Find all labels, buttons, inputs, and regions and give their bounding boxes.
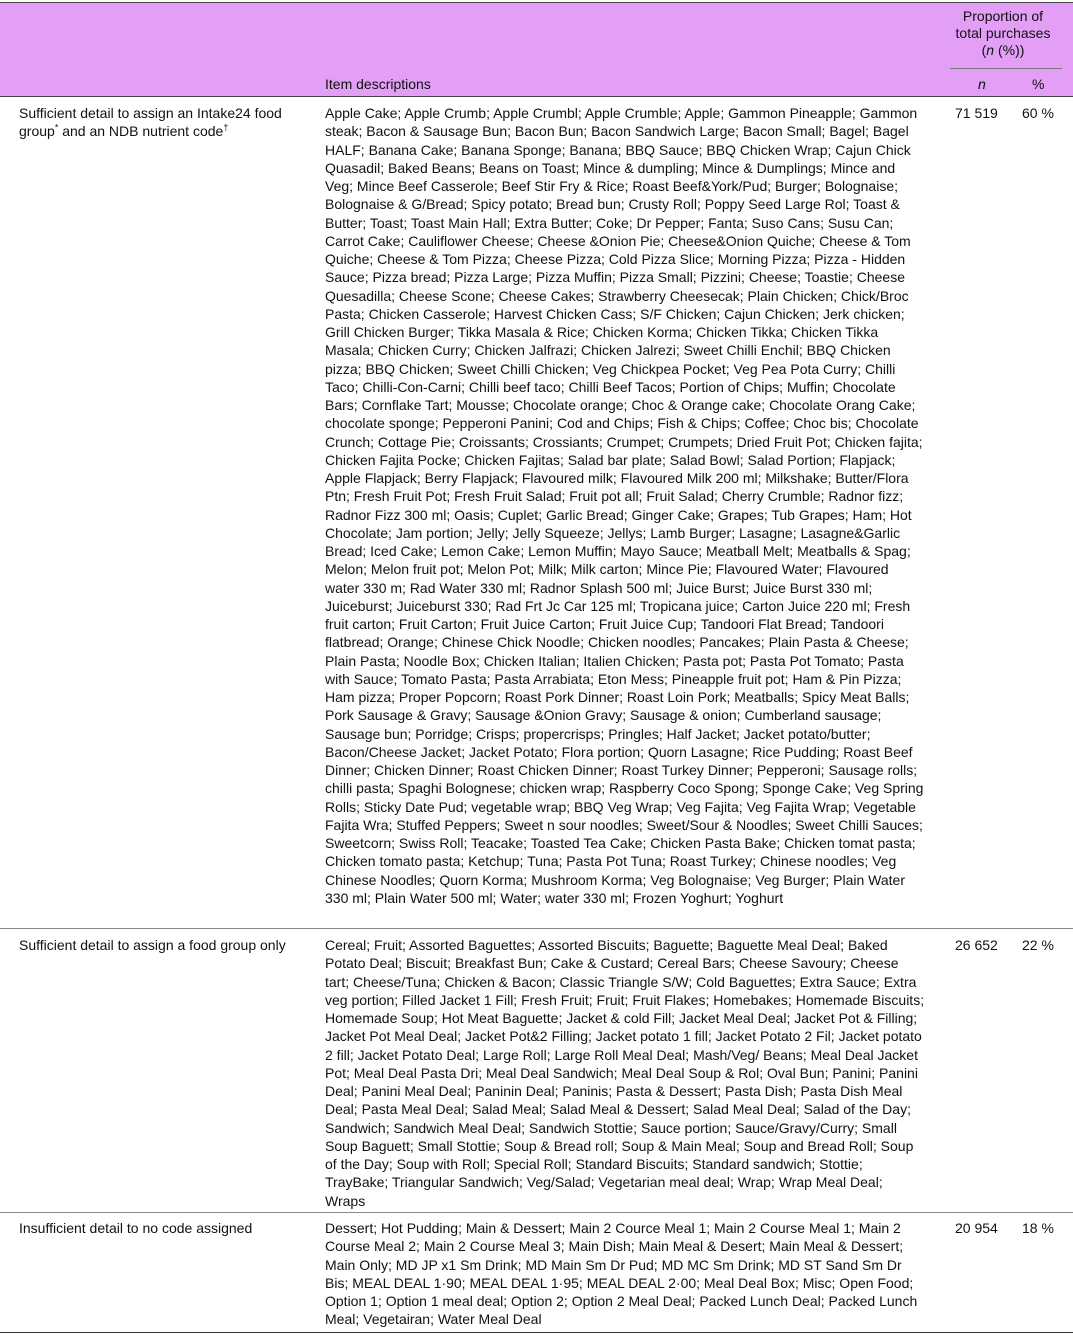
row2-category: Sufficient detail to assign a food group only	[19, 937, 286, 953]
row1-pct: 60 %	[1022, 105, 1054, 121]
row1-category-text: Sufficient detail to assign an Intake24 food group	[19, 105, 282, 140]
header-bottom-rule	[0, 96, 1073, 97]
header-paren-open: (	[981, 42, 987, 58]
row1-description: Apple Cake; Apple Crumb; Apple Crumbl; Apple Crumble; Apple; Gammon Pineapple; Gammon steak; Bacon & Sausage Bun; Bacon Bun; Bacon Sandwich Large; Bacon Small; Bagel; Bagel HALF; Banana Cake; Banana Sponge; Banana; BBQ Sauce; BBQ Chicken Wrap; Cajun Chick Quasadil; Baked Beans; Beans on Toast; Mince & dumpling; Mince & Dumplings; Mince and Veg; Mince Beef Casserole; Beef Stir Fry & Rice; Roast Beef&York/Pud; Burger; Bolognaise; Bolognaise & G/Bread; Spicy potato; Bread bun; Crusty Roll; Poppy Seed Large Rol; Toast & Butter; Toast; Toast Main Hall; Extra Butter; Coke; Dr Pepper; Fanta; Suso Cans; Susu Can; Carrot Cake; Cauliflower Cheese; Cheese &Onion Pie; Cheese&Onion Quiche; Cheese & Tom Quiche; Cheese & Tom Pizza; Cheese Pizza; Cold Pizza Slice; Morning Pizza; Pizza - Hidden Sauce; Pizza bread; Pizza Large; Pizza Muffin; Pizza Small; Pizzini; Cheese; Toastie; Cheese Quesadilla; Cheese Scone; Cheese Cakes; Strawberry Cheesecak; Plain Chicken; Chick/Broc Pasta; Chicken Casserole; Harvest Chicken Cass; S/F Chicken; Cajun Chicken; Jerk chicken; Grill Chicken Burger; Tikka Masala & Rice; Chicken Korma; Chicken Tikka; Chicken Tikka Masala; Chicken Curry; Chicken Jalfrazi; Chicken Jalrezi; Sweet Chilli Enchil; BBQ Chicken pizza; BBQ Chicken; Sweet Chilli Chicken; Veg Chickpea Pocket; Veg Pea Pota Curry; Chilli Taco; Chilli-Con-Carni; Chilli beef taco; Chilli Beef Tacos; Portion of Chips; Muffin; Chocolate Bars; Cornflake Tart; Mousse; Chocolate orange; Choc & Orange cake; Chocolate Orang Cake; chocolate sponge; Pepperoni Panini; Cod and Chips; Fish & Chips; Coffee; Choc bis; Chocolate Crunch; Cottage Pie; Croissants; Crossiants; Crumpet; Crumpets; Dried Fruit Pot; Chicken fajita; Chicken Fajita Pocke; Chicken Fajitas; Salad bar plate; Salad Bowl; Salad Portion; Flapjack; Apple Flapjack; Berry Flapjack; Flavoured milk; Flavoured Milk 200 ml; Milkshake; Butter/Flora Ptn; Fresh Fruit Pot; Fresh Fruit Salad; Fruit pot all; Fruit Salad; Cherry Crumble; Radnor fizz; Radnor Fizz 300 ml; Oasis; Cuplet; Garlic Bread; Ginger Cake; Grapes; Tub Grapes; Ham; Hot Chocolate; Jam portion; Jelly; Jelly Squeeze; Jellys; Lamb Burger; Lasagne; Lasagne&Garlic Bread; Iced Cake; Lemon Cake; Lemon Muffin; Mayo Sauce; Meatball Melt; Meatballs & Spag; Melon; Melon fruit pot; Melon Pot; Milk; Milk carton; Mince Pie; Flavoured Water; Flavoured water 330 m; Rad Water 330 ml; Radnor Splash 500 ml; Juice Burst; Juice Burst 330 ml; Juiceburst; Juiceburst 330; Rad Frt Jc Car 125 ml; Tropicana juice; Carton Juice 220 ml; Fresh fruit carton; Fruit Carton; Fruit Juice Carton; Fruit Juice Cup; Tandoori Flat Bread; Tandoori flatbread; Orange; Chinese Chick Noodle; Chicken noodles; Pancakes; Plain Pasta & Cheese; Plain Pasta; Noodle Box; Chicken Italian; Italien Chicken; Pasta pot; Pasta Pot Tomato; Pasta with Sauce; Tomato Pasta; Pasta Arrabiata; Eton Mess; Pineapple fruit pot; Ham & Pin Pizza; Ham pizza; Proper Popcorn; Roast Pork Dinner; Roast Loin Pork; Meatballs; Spicy Meat Balls; Pork Sausage & Gravy; Sausage &Onion Gravy; Sausage & onion; Cumberland sausage; Sausage bun; Porridge; Crisps; propercrisps; Pringles; Half Jacket; Jacket potato/butter; Bacon/Cheese Jacket; Jacket Potato; Flora portion; Quorn Lasagne; Rice Pudding; Roast Beef Dinner; Chicken Dinner; Roast Chicken Dinner; Roast Turkey Dinner; Pepperoni; Sausage rolls; chilli pasta; Spaghi Bolognese; chicken wrap; Raspberry Coco Spong; Sponge Cake; Veg Spring Rolls; Sticky Date Pud; vegetable wrap; BBQ Veg Wrap; Veg Fajita; Veg Fajita Wrap; Vegetable Fajita Wra; Stuffed Peppers; Sweet n sour noodles; Sweet/Sour & Noodles; Sweet Chilli Sauces; Sweetcorn; Swiss Roll; Teacake; Toasted Tea Cake; Chicken Pasta Bake; Chicken tomat pasta; Chicken tomato pasta; Ketchup; Tuna; Pasta Pot Tuna; Roast Turkey; Chinese noodles; Veg Chinese Noodles; Quorn Korma; Mushroom Korma; Veg Bolognaise; Veg Burger; Plain Water 330 ml; Plain Water 500 ml; Water; water 330 ml; Frozen Yoghurt; Yoghurt	[325, 105, 924, 906]
row2-description: Cereal; Fruit; Assorted Baguettes; Assorted Biscuits; Baguette; Baguette Meal Deal; Baked Potato Deal; Biscuit; Breakfast Bun; Cake & Custard; Cereal Bars; Cheese Savoury; Cheese tart; Cheese/Tuna; Chicken & Bacon; Classic Triangle S/W; Cold Baguettes; Extra Sauce; Extra veg portion; Filled Jacket 1 Fill; Fresh Fruit; Fruit; Fruit Flakes; Homebakes; Homemade Biscuits; Homemade Soup; Hot Meat Baguette; Jacket & cold Fill; Jacket Meal Deal; Jacket Pot & Filling; Jacket Pot Meal Deal; Jacket Pot&2 Filling; Jacket potato 1 fill; Jacket Potato 2 Fil; Jacket potato 2 fill; Jacket Potato Deal; Large Roll; Large Roll Meal Deal; Mash/Veg/ Beans; Meal Deal Jacket Pot; Meal Deal Pasta Dri; Meal Deal Sandwich; Meal Deal Soup & Rol; Oval Bun; Panini; Panini Deal; Panini Meal Deal; Paninin Deal; Paninis; Pasta & Dessert; Pasta Dish; Pasta Dish Meal Deal; Pasta Meal Deal; Salad Meal; Salad Meal & Dessert; Salad Meal Deal; Salad of the Day; Sandwich; Sandwich Meal Deal; Sandwich Stottie; Sauce portion; Sauce/Gravy/Curry; Small Soup Baguett; Small Stottie; Soup & Bread roll; Soup & Main Meal; Soup and Bread Roll; Soup of the Day; Soup with Roll; Special Roll; Standard Biscuits; Standard sandwich; Stottie; TrayBake; Triangular Sandwich; Veg/Salad; Vegetarian meal deal; Wrap; Wrap Meal Deal; Wraps	[325, 937, 925, 1209]
header-n-italic: n	[986, 42, 995, 58]
row1-category	[19, 104, 309, 140]
row1-footnote-mark2: †	[223, 122, 229, 133]
row3-description: Dessert; Hot Pudding; Main & Dessert; Main 2 Cource Meal 1; Main 2 Course Meal 1; Main 2 Course Meal 2; Main 2 Course Meal 3; Main Dish; Main Meal & Desert; Main Meal & Dessert; Main Only; MD JP x1 Sm Drink; MD Main Sm Dr Pud; MD MC Sm Drink; MD ST Sand Sm Dr Bis; MEAL DEAL 1·90; MEAL DEAL 1·95; MEAL DEAL 2·00; Meal Deal Box; Misc; Open Food; Option 1; Option 1 meal deal; Option 2; Option 2 Meal Deal; Packed Lunch Deal; Packed Lunch Meal; Vegetairan; Water Meal Deal	[325, 1220, 918, 1328]
header-proportion	[946, 8, 1060, 59]
header-n: n	[978, 76, 986, 92]
header-proportion-line2: total purchases	[955, 25, 1051, 41]
row1-footnote-mark1: *	[54, 122, 59, 133]
row-separator	[0, 1212, 1073, 1213]
header-proportion-line3	[946, 42, 1060, 59]
table-header	[0, 3, 1073, 96]
header-subrule	[950, 68, 1062, 69]
row3-n: 20 954	[955, 1220, 998, 1236]
header-paren-close: (%))	[994, 42, 1025, 58]
row1-n: 71 519	[955, 105, 998, 121]
row3-pct: 18 %	[1022, 1220, 1054, 1236]
row2-pct: 22 %	[1022, 937, 1054, 953]
bottom-rule	[0, 1332, 1073, 1333]
header-pct: %	[1032, 76, 1045, 92]
row3-category: Insufficient detail to no code assigned	[19, 1220, 253, 1236]
header-proportion-line1: Proportion of	[962, 8, 1044, 24]
row1-category-text2: and an NDB nutrient code	[58, 123, 224, 140]
row2-n: 26 652	[955, 937, 998, 953]
row-separator	[0, 928, 1073, 929]
header-item-descriptions: Item descriptions	[325, 76, 431, 92]
